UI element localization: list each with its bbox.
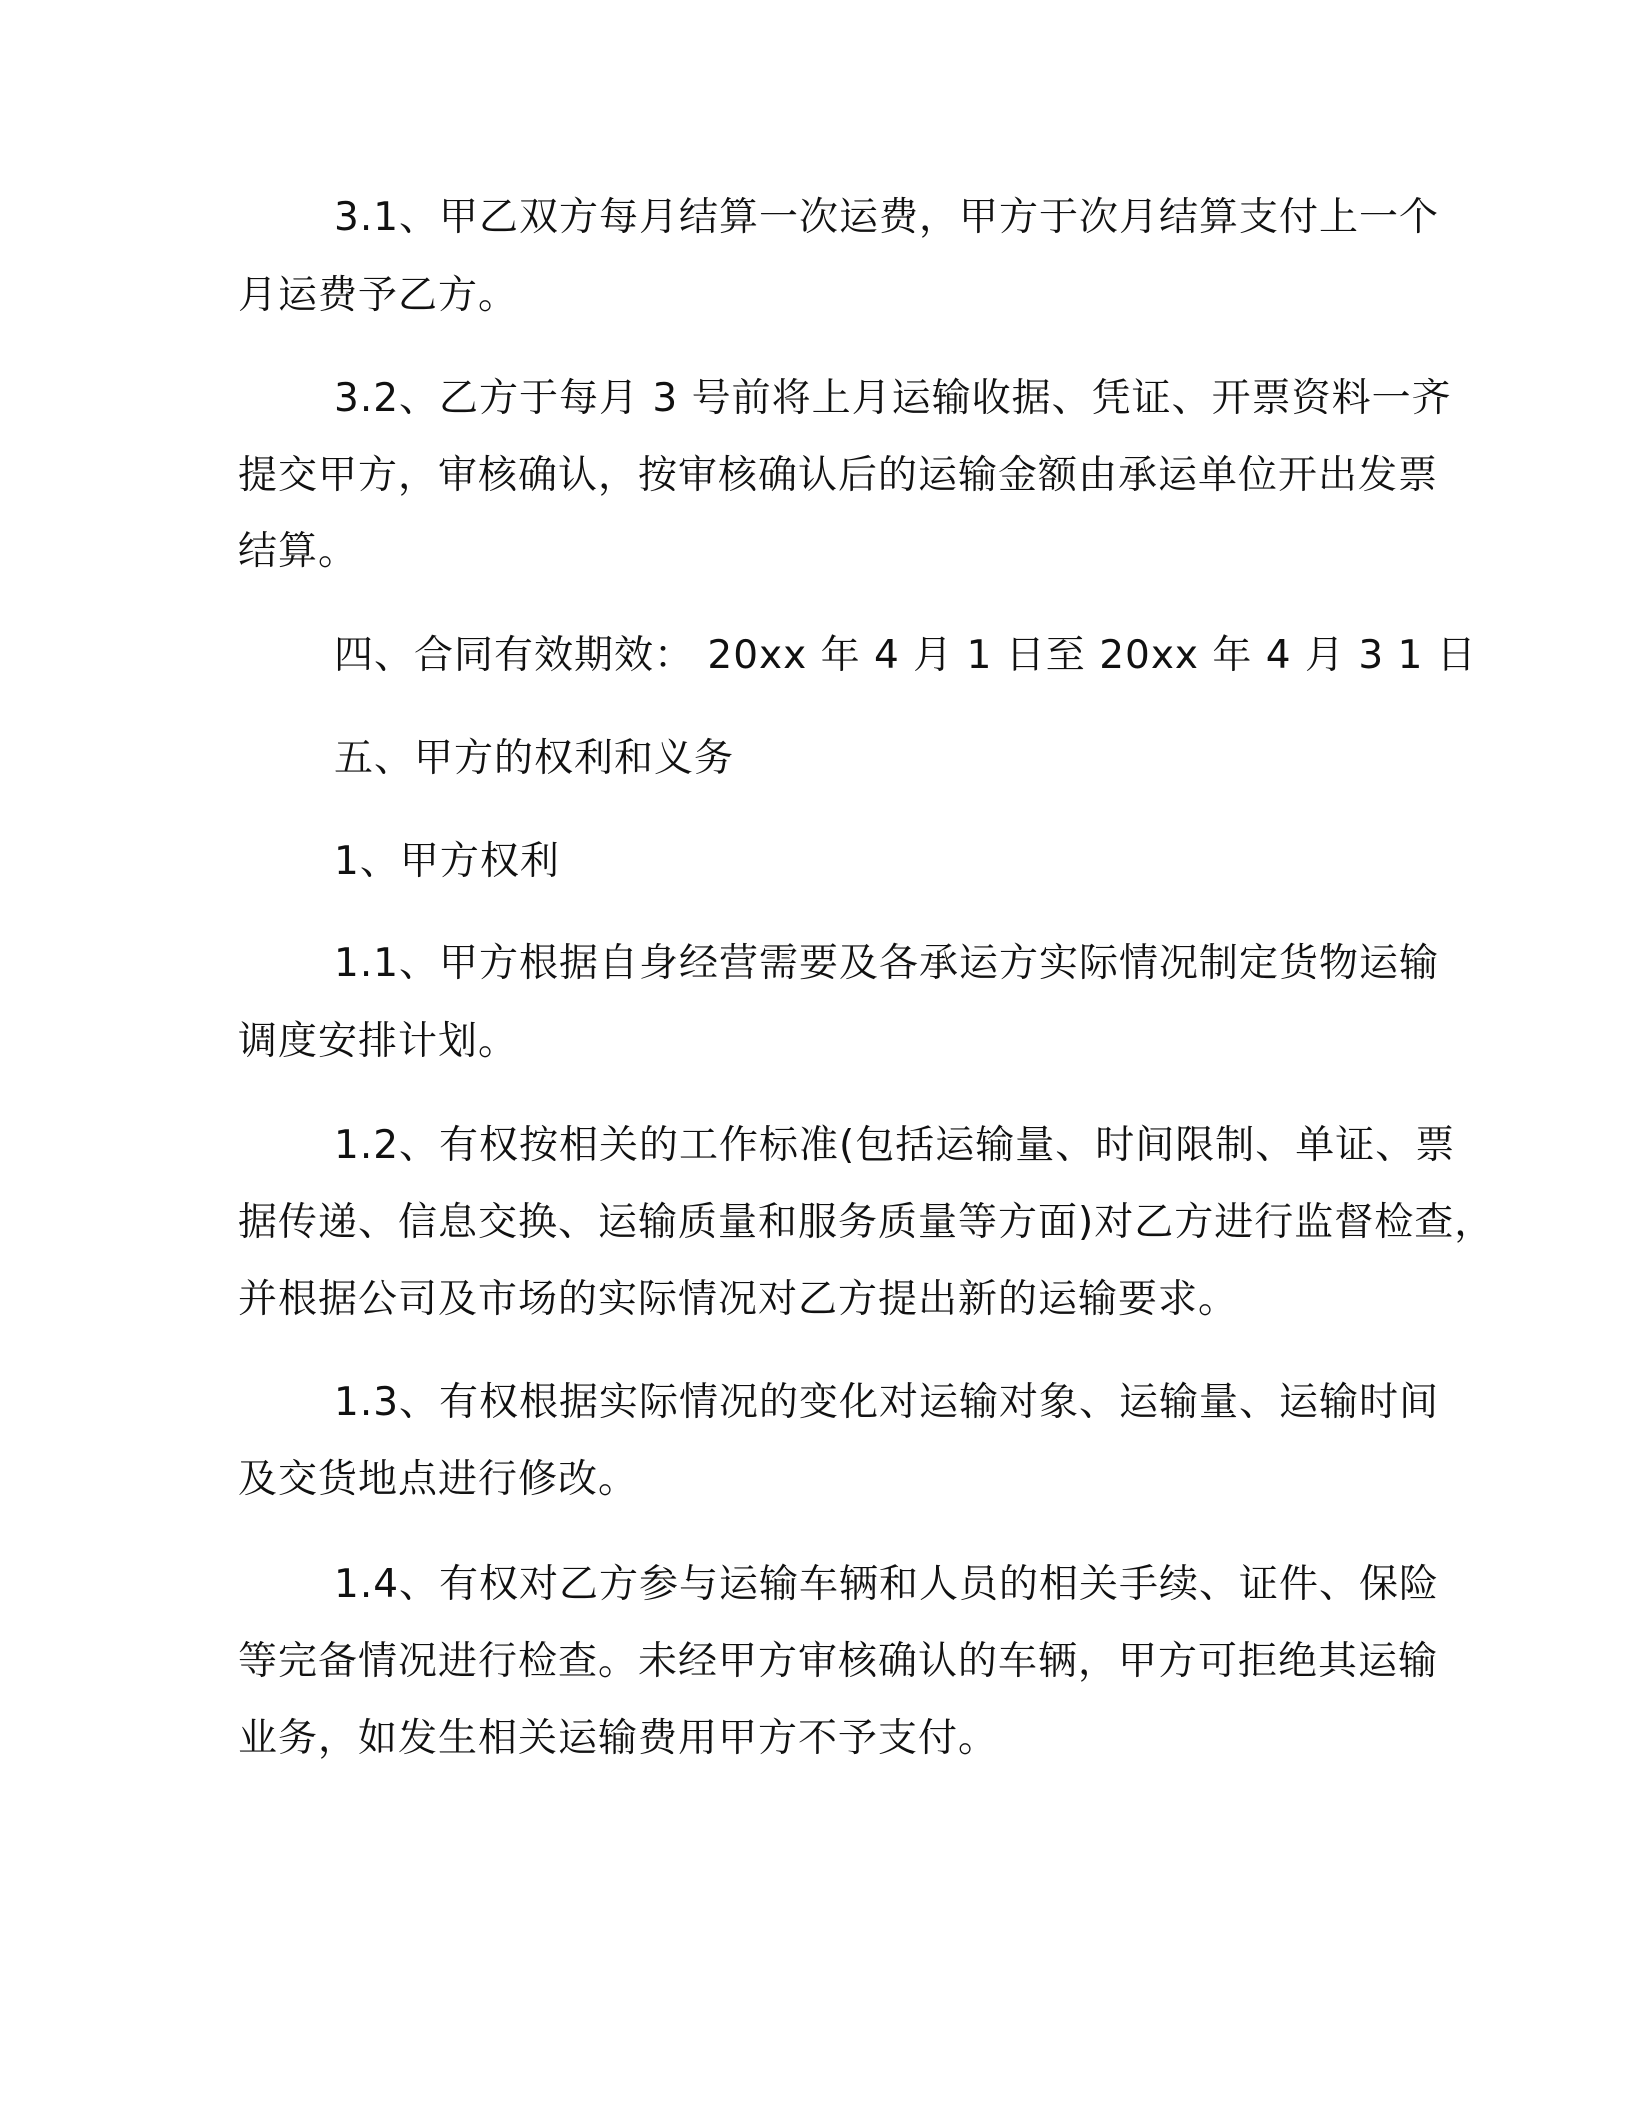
paragraph-1-3-line-1: 1.3、有权根据实际情况的变化对运输对象、运输量、运输时间 [334,1380,1440,1425]
paragraph-1-4-line-3: 业务，如发生相关运输费用甲方不予支付。 [238,1716,999,1761]
paragraph-1-2-line-2: 据传递、信息交换、运输质量和服务质量等方面)对乙方进行监督检查， [238,1200,1495,1245]
paragraph-3-2-line-3: 结算。 [238,529,359,574]
paragraph-3-2-line-1: 3.2、乙方于每月 3 号前将上月运输收据、凭证、开票资料一齐 [334,376,1452,421]
paragraph-3-1-line-2: 月运费予乙方。 [238,273,519,318]
paragraph-1-2-line-1: 1.2、有权按相关的工作标准(包括运输量、时间限制、单证、票 [334,1123,1456,1168]
paragraph-1-4-line-2: 等完备情况进行检查。未经甲方审核确认的车辆，甲方可拒绝其运输 [238,1639,1439,1684]
paragraph-3-2-line-2: 提交甲方，审核确认，按审核确认后的运输金额由承运单位开出发票 [238,453,1439,498]
paragraph-1-1-line-1: 1.1、甲方根据自身经营需要及各承运方实际情况制定货物运输 [334,941,1440,986]
contract-validity-heading: 四、合同有效期效： 20xx 年 4 月 1 日至 20xx 年 4 月 3 1 日 [334,633,1477,678]
party-a-rights-heading: 1、甲方权利 [334,839,560,884]
party-a-rights-obligations-heading: 五、甲方的权利和义务 [334,736,735,781]
paragraph-1-3-line-2: 及交货地点进行修改。 [238,1457,639,1502]
paragraph-1-1-line-2: 调度安排计划。 [238,1019,519,1064]
paragraph-3-1-line-1: 3.1、甲乙双方每月结算一次运费，甲方于次月结算支付上一个 [334,195,1440,240]
paragraph-1-2-line-3: 并根据公司及市场的实际情况对乙方提出新的运输要求。 [238,1277,1239,1322]
paragraph-1-4-line-1: 1.4、有权对乙方参与运输车辆和人员的相关手续、证件、保险 [334,1562,1440,1607]
